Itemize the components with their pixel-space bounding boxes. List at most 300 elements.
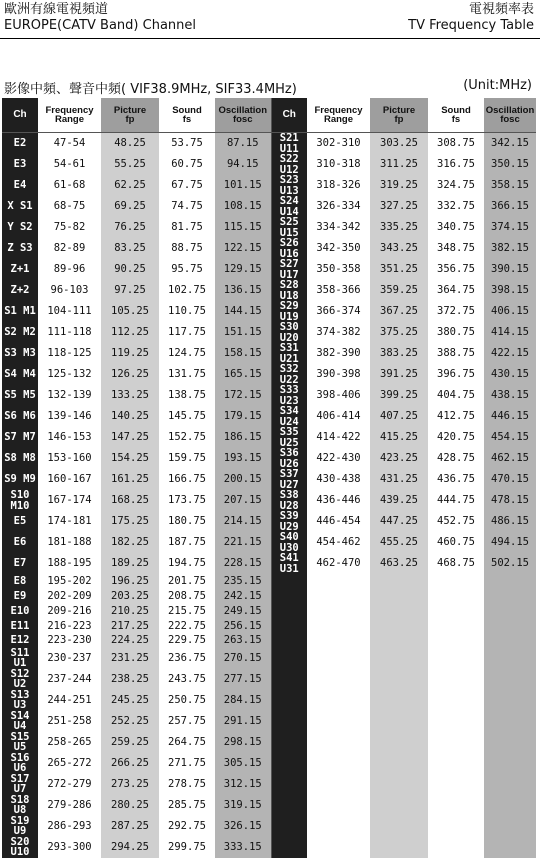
sound-cell: 404.75 (428, 385, 484, 406)
freq-range-cell: 272-279 (38, 774, 101, 795)
oscillation-cell: 207.15 (215, 490, 271, 511)
freq-range-cell: 181-188 (38, 532, 101, 553)
channel-cell: S19 U9 (2, 816, 38, 837)
channel-cell: S10 M10 (2, 490, 38, 511)
picture-cell: 439.25 (370, 490, 428, 511)
picture-header-right: Picture fp (370, 98, 428, 133)
picture-cell: 182.25 (101, 532, 159, 553)
table-row (2, 385, 536, 406)
picture-cell: 231.25 (101, 648, 159, 669)
oscillation-cell (484, 633, 536, 648)
table-row (2, 133, 536, 155)
freq-range-cell (307, 669, 370, 690)
table-row (2, 604, 536, 619)
sound-cell: 264.75 (159, 732, 215, 753)
oscillation-cell (484, 669, 536, 690)
oscillation-cell: 358.15 (484, 175, 536, 196)
picture-cell (370, 774, 428, 795)
freq-range-cell: 251-258 (38, 711, 101, 732)
channel-cell: S31 U21 (271, 343, 307, 364)
picture-cell: 319.25 (370, 175, 428, 196)
oscillation-cell: 221.15 (215, 532, 271, 553)
oscillation-cell: 342.15 (484, 133, 536, 155)
picture-cell: 399.25 (370, 385, 428, 406)
freq-range-cell (307, 774, 370, 795)
sound-cell: 380.75 (428, 322, 484, 343)
picture-cell: 224.25 (101, 633, 159, 648)
freq-range-cell: 89-96 (38, 259, 101, 280)
channel-cell: S23 U13 (271, 175, 307, 196)
channel-cell: S9 M9 (2, 469, 38, 490)
picture-cell: 351.25 (370, 259, 428, 280)
sound-cell: 468.75 (428, 553, 484, 574)
table-row (2, 711, 536, 732)
oscillation-cell: 291.15 (215, 711, 271, 732)
picture-cell (370, 753, 428, 774)
table-row (2, 343, 536, 364)
freq-range-cell: 104-111 (38, 301, 101, 322)
sound-cell: 131.75 (159, 364, 215, 385)
channel-cell: E10 (2, 604, 38, 619)
picture-cell: 196.25 (101, 574, 159, 589)
oscillation-cell: 87.15 (215, 133, 271, 155)
picture-cell: 266.25 (101, 753, 159, 774)
channel-cell: S13 U3 (2, 690, 38, 711)
table-row (2, 448, 536, 469)
sound-cell (428, 574, 484, 589)
oscillation-cell: 172.15 (215, 385, 271, 406)
sound-cell: 159.75 (159, 448, 215, 469)
channel-cell: S17 U7 (2, 774, 38, 795)
sound-cell: 332.75 (428, 196, 484, 217)
sound-cell (428, 732, 484, 753)
oscillation-cell: 430.15 (484, 364, 536, 385)
sound-cell: 372.75 (428, 301, 484, 322)
table-row (2, 175, 536, 196)
sound-cell: 452.75 (428, 511, 484, 532)
oscillation-cell (484, 774, 536, 795)
sound-cell (428, 604, 484, 619)
channel-cell: S33 U23 (271, 385, 307, 406)
picture-cell: 83.25 (101, 238, 159, 259)
sound-cell: 152.75 (159, 427, 215, 448)
sound-cell: 420.75 (428, 427, 484, 448)
sound-cell: 166.75 (159, 469, 215, 490)
channel-cell: X S1 (2, 196, 38, 217)
oscillation-cell: 94.15 (215, 154, 271, 175)
freq-range-cell: 111-118 (38, 322, 101, 343)
picture-cell: 259.25 (101, 732, 159, 753)
channel-cell: S37 U27 (271, 469, 307, 490)
channel-cell: E11 (2, 618, 38, 633)
oscillation-cell (484, 574, 536, 589)
sound-cell: 110.75 (159, 301, 215, 322)
freq-range-cell: 390-398 (307, 364, 370, 385)
channel-cell: S25 U15 (271, 217, 307, 238)
channel-cell: S20 U10 (2, 837, 38, 858)
sound-cell: 250.75 (159, 690, 215, 711)
sound-cell: 208.75 (159, 589, 215, 604)
oscillation-cell: 101.15 (215, 175, 271, 196)
freq-range-cell: 167-174 (38, 490, 101, 511)
freq-range-cell: 160-167 (38, 469, 101, 490)
sound-cell: 145.75 (159, 406, 215, 427)
oscillation-cell (484, 795, 536, 816)
sound-cell (428, 795, 484, 816)
sound-cell: 222.75 (159, 618, 215, 633)
oscillation-cell: 298.15 (215, 732, 271, 753)
freq-range-cell (307, 574, 370, 589)
oscillation-cell: 186.15 (215, 427, 271, 448)
picture-cell: 359.25 (370, 280, 428, 301)
oscillation-cell: 422.15 (484, 343, 536, 364)
picture-cell: 161.25 (101, 469, 159, 490)
oscillation-cell: 319.15 (215, 795, 271, 816)
oscillation-cell: 438.15 (484, 385, 536, 406)
picture-header-left: Picture fp (101, 98, 159, 133)
sound-cell: 215.75 (159, 604, 215, 619)
channel-cell: S32 U22 (271, 364, 307, 385)
sound-cell: 278.75 (159, 774, 215, 795)
sound-cell (428, 618, 484, 633)
header-left-chinese: 歐洲有線電視頻道 (4, 2, 109, 17)
channel-cell (271, 690, 307, 711)
picture-cell (370, 604, 428, 619)
channel-cell: S28 U18 (271, 280, 307, 301)
table-row (2, 816, 536, 837)
picture-cell: 431.25 (370, 469, 428, 490)
channel-cell: E8 (2, 574, 38, 589)
picture-cell: 287.25 (101, 816, 159, 837)
channel-cell: Z+1 (2, 259, 38, 280)
sound-cell: 257.75 (159, 711, 215, 732)
oscillation-cell: 108.15 (215, 196, 271, 217)
oscillation-cell: 136.15 (215, 280, 271, 301)
sound-cell: 299.75 (159, 837, 215, 858)
table-row (2, 364, 536, 385)
sound-cell: 187.75 (159, 532, 215, 553)
oscillation-cell (484, 648, 536, 669)
freq-range-cell: 422-430 (307, 448, 370, 469)
picture-cell: 343.25 (370, 238, 428, 259)
channel-cell: S21 U11 (271, 133, 307, 155)
channel-cell: S34 U24 (271, 406, 307, 427)
table-row (2, 217, 536, 238)
picture-cell: 112.25 (101, 322, 159, 343)
sound-cell: 117.75 (159, 322, 215, 343)
table-row (2, 322, 536, 343)
channel-cell: E2 (2, 133, 38, 155)
freq-range-cell: 146-153 (38, 427, 101, 448)
freq-range-cell: 334-342 (307, 217, 370, 238)
channel-cell (271, 774, 307, 795)
sound-cell (428, 837, 484, 858)
oscillation-cell: 270.15 (215, 648, 271, 669)
picture-cell: 447.25 (370, 511, 428, 532)
picture-cell: 391.25 (370, 364, 428, 385)
picture-cell (370, 669, 428, 690)
frequency-table (2, 98, 536, 858)
channel-cell: S22 U12 (271, 154, 307, 175)
sound-cell (428, 711, 484, 732)
channel-cell: S26 U16 (271, 238, 307, 259)
picture-cell (370, 648, 428, 669)
channel-cell: S15 U5 (2, 732, 38, 753)
freq-range-cell (307, 837, 370, 858)
table-row (2, 196, 536, 217)
table-row (2, 427, 536, 448)
freq-range-cell: 153-160 (38, 448, 101, 469)
unit-label: (Unit:MHz) (463, 78, 532, 93)
freq-range-cell: 436-446 (307, 490, 370, 511)
subtitle: 影像中頻、聲音中頻( VIF38.9MHz, SIF33.4MHz) (4, 82, 297, 97)
sound-cell: 308.75 (428, 133, 484, 155)
freq-range-cell (307, 690, 370, 711)
channel-cell (271, 633, 307, 648)
picture-cell: 375.25 (370, 322, 428, 343)
freq-range-cell: 75-82 (38, 217, 101, 238)
freq-range-cell (307, 604, 370, 619)
picture-cell: 203.25 (101, 589, 159, 604)
freq-range-cell: 382-390 (307, 343, 370, 364)
oscillation-cell: 366.15 (484, 196, 536, 217)
channel-cell: S3 M3 (2, 343, 38, 364)
freq-range-cell: 244-251 (38, 690, 101, 711)
picture-cell: 280.25 (101, 795, 159, 816)
freq-range-cell (307, 589, 370, 604)
freq-range-cell: 188-195 (38, 553, 101, 574)
sound-cell: 88.75 (159, 238, 215, 259)
channel-cell: S40 U30 (271, 532, 307, 553)
sound-cell: 138.75 (159, 385, 215, 406)
freq-range-cell: 358-366 (307, 280, 370, 301)
ch-header-left: Ch (2, 98, 38, 133)
picture-cell: 168.25 (101, 490, 159, 511)
oscillation-cell: 470.15 (484, 469, 536, 490)
sound-header-left: Sound fs (159, 98, 215, 133)
freq-range-cell: 318-326 (307, 175, 370, 196)
oscillation-cell: 326.15 (215, 816, 271, 837)
freq-range-cell: 414-422 (307, 427, 370, 448)
freq-range-cell: 118-125 (38, 343, 101, 364)
channel-cell: E4 (2, 175, 38, 196)
channel-cell: E6 (2, 532, 38, 553)
freq-range-cell: 326-334 (307, 196, 370, 217)
table-row (2, 648, 536, 669)
header-divider (0, 38, 540, 39)
channel-cell (271, 618, 307, 633)
channel-cell: S29 U19 (271, 301, 307, 322)
picture-cell (370, 633, 428, 648)
channel-cell: S8 M8 (2, 448, 38, 469)
sound-cell: 460.75 (428, 532, 484, 553)
picture-cell (370, 837, 428, 858)
picture-cell: 76.25 (101, 217, 159, 238)
picture-cell: 245.25 (101, 690, 159, 711)
sound-cell: 102.75 (159, 280, 215, 301)
freq-range-cell: 293-300 (38, 837, 101, 858)
oscillation-cell: 256.15 (215, 618, 271, 633)
channel-cell: S1 M1 (2, 301, 38, 322)
oscillation-cell: 144.15 (215, 301, 271, 322)
freq-range-cell: 279-286 (38, 795, 101, 816)
picture-cell: 126.25 (101, 364, 159, 385)
oscillation-cell: 478.15 (484, 490, 536, 511)
oscillation-cell (484, 732, 536, 753)
sound-cell (428, 774, 484, 795)
header-right (408, 2, 534, 34)
sound-cell: 194.75 (159, 553, 215, 574)
freq-range-cell: 350-358 (307, 259, 370, 280)
table-row (2, 574, 536, 589)
freq-range-cell: 446-454 (307, 511, 370, 532)
table-header-row (2, 98, 536, 133)
freq-range-cell: 258-265 (38, 732, 101, 753)
sound-cell: 180.75 (159, 511, 215, 532)
oscillation-cell: 446.15 (484, 406, 536, 427)
channel-cell: S18 U8 (2, 795, 38, 816)
sound-cell (428, 589, 484, 604)
picture-cell: 273.25 (101, 774, 159, 795)
sound-cell: 229.75 (159, 633, 215, 648)
oscillation-cell: 200.15 (215, 469, 271, 490)
sound-cell: 201.75 (159, 574, 215, 589)
sound-cell: 428.75 (428, 448, 484, 469)
oscillation-cell: 214.15 (215, 511, 271, 532)
channel-cell (271, 711, 307, 732)
channel-cell: Z+2 (2, 280, 38, 301)
sound-cell: 236.75 (159, 648, 215, 669)
picture-cell: 210.25 (101, 604, 159, 619)
freq-range-cell: 139-146 (38, 406, 101, 427)
channel-cell: S4 M4 (2, 364, 38, 385)
sound-cell: 412.75 (428, 406, 484, 427)
channel-cell: S39 U29 (271, 511, 307, 532)
oscillation-cell: 115.15 (215, 217, 271, 238)
channel-cell: E9 (2, 589, 38, 604)
picture-cell: 455.25 (370, 532, 428, 553)
channel-cell (271, 669, 307, 690)
channel-cell (271, 589, 307, 604)
oscillation-cell: 406.15 (484, 301, 536, 322)
oscillation-cell: 179.15 (215, 406, 271, 427)
header-right-chinese: 電視頻率表 (468, 2, 534, 17)
sound-cell: 74.75 (159, 196, 215, 217)
channel-cell: S12 U2 (2, 669, 38, 690)
freq-range-cell (307, 732, 370, 753)
freq-range-cell: 96-103 (38, 280, 101, 301)
oscillation-cell: 382.15 (484, 238, 536, 259)
channel-cell: S14 U4 (2, 711, 38, 732)
picture-cell: 311.25 (370, 154, 428, 175)
channel-cell: S2 M2 (2, 322, 38, 343)
freq-range-cell (307, 753, 370, 774)
channel-cell: E7 (2, 553, 38, 574)
picture-cell: 415.25 (370, 427, 428, 448)
oscillation-cell: 486.15 (484, 511, 536, 532)
sound-cell (428, 669, 484, 690)
channel-cell (271, 604, 307, 619)
picture-cell: 463.25 (370, 553, 428, 574)
table-row (2, 618, 536, 633)
table-row (2, 732, 536, 753)
sound-cell: 271.75 (159, 753, 215, 774)
sound-cell: 95.75 (159, 259, 215, 280)
header-right-english: TV Frequency Table (408, 18, 534, 33)
table-row (2, 490, 536, 511)
freq-range-cell: 374-382 (307, 322, 370, 343)
oscillation-cell: 414.15 (484, 322, 536, 343)
sound-cell: 124.75 (159, 343, 215, 364)
channel-cell: S36 U26 (271, 448, 307, 469)
picture-cell: 423.25 (370, 448, 428, 469)
freq-range-cell: 430-438 (307, 469, 370, 490)
picture-cell: 119.25 (101, 343, 159, 364)
sound-cell: 53.75 (159, 133, 215, 155)
picture-cell: 48.25 (101, 133, 159, 155)
sound-cell: 436.75 (428, 469, 484, 490)
picture-cell: 303.25 (370, 133, 428, 155)
oscillation-cell: 277.15 (215, 669, 271, 690)
freq-range-cell: 462-470 (307, 553, 370, 574)
channel-cell: S38 U28 (271, 490, 307, 511)
sound-cell: 388.75 (428, 343, 484, 364)
picture-cell: 62.25 (101, 175, 159, 196)
freq-range-cell: 406-414 (307, 406, 370, 427)
picture-cell: 154.25 (101, 448, 159, 469)
picture-cell: 90.25 (101, 259, 159, 280)
oscillation-cell (484, 837, 536, 858)
oscillation-cell: 305.15 (215, 753, 271, 774)
sound-cell: 285.75 (159, 795, 215, 816)
freq-range-cell: 68-75 (38, 196, 101, 217)
sound-cell: 173.75 (159, 490, 215, 511)
picture-cell: 133.25 (101, 385, 159, 406)
picture-cell: 147.25 (101, 427, 159, 448)
freq-range-cell: 47-54 (38, 133, 101, 155)
oscillation-cell: 398.15 (484, 280, 536, 301)
channel-cell: E12 (2, 633, 38, 648)
oscillation-cell (484, 816, 536, 837)
oscillation-cell: 158.15 (215, 343, 271, 364)
sound-cell: 81.75 (159, 217, 215, 238)
oscillation-cell: 165.15 (215, 364, 271, 385)
picture-cell: 367.25 (370, 301, 428, 322)
channel-cell (271, 732, 307, 753)
oscillation-cell: 122.15 (215, 238, 271, 259)
channel-cell: S16 U6 (2, 753, 38, 774)
oscillation-cell (484, 604, 536, 619)
oscillation-cell: 228.15 (215, 553, 271, 574)
channel-cell: Y S2 (2, 217, 38, 238)
picture-cell (370, 589, 428, 604)
freq-range-cell: 61-68 (38, 175, 101, 196)
picture-cell: 217.25 (101, 618, 159, 633)
channel-cell: S30 U20 (271, 322, 307, 343)
channel-cell (271, 574, 307, 589)
table-row (2, 589, 536, 604)
freq-range-cell: 209-216 (38, 604, 101, 619)
picture-cell: 97.25 (101, 280, 159, 301)
freq-range-cell: 302-310 (307, 133, 370, 155)
channel-cell: E3 (2, 154, 38, 175)
picture-cell (370, 574, 428, 589)
freq-range-cell: 125-132 (38, 364, 101, 385)
ch-header-right: Ch (271, 98, 307, 133)
picture-cell: 105.25 (101, 301, 159, 322)
table-row (2, 753, 536, 774)
channel-cell: S24 U14 (271, 196, 307, 217)
